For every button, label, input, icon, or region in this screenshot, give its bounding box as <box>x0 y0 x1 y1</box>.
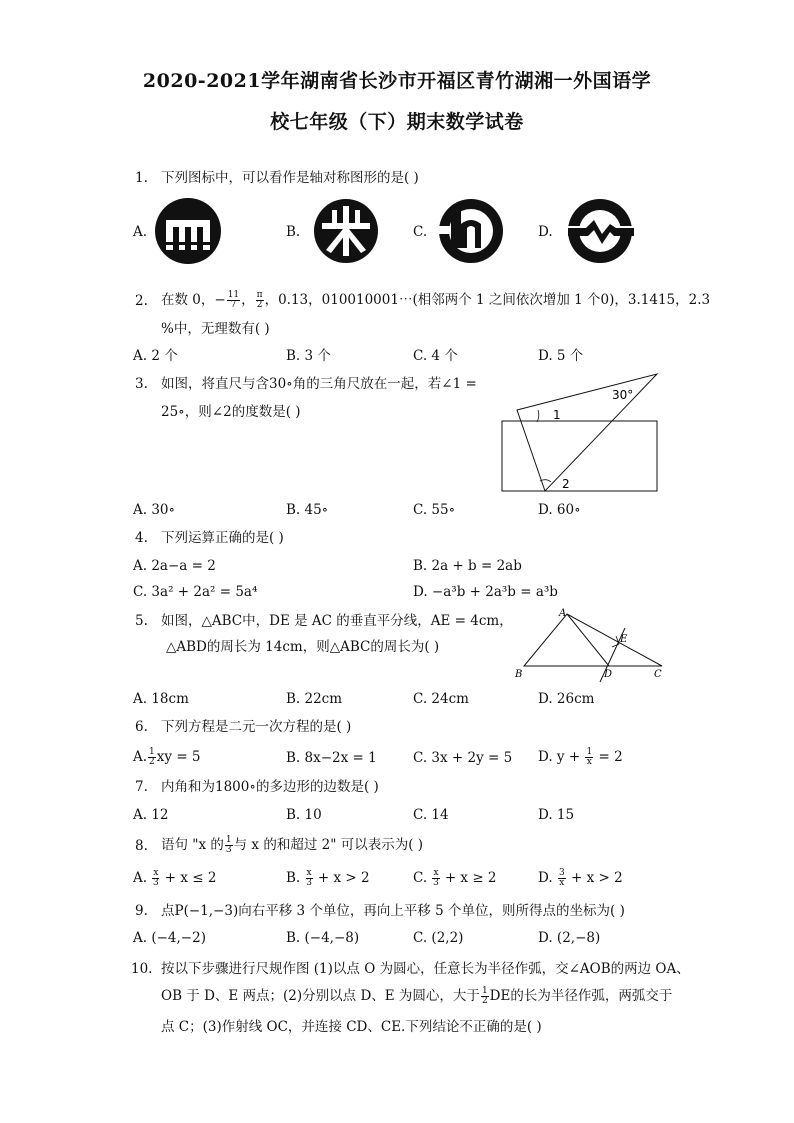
q2-option-a: A. 2 个 <box>133 348 178 364</box>
q3-angle-label: 30° <box>612 388 634 402</box>
logo-a-icon <box>151 198 225 264</box>
q10-line-1: 按以下步骤进行尺规作图 (1)以点 O 为圆心，任意长为半径作弧，交∠AOB的两边 OA、 <box>161 961 690 977</box>
q9-option-a: A. (−4,−2) <box>133 930 206 946</box>
q3-ruler-triangle-figure <box>500 370 660 495</box>
q4-option-b: B. 2a + b = 2ab <box>413 558 522 574</box>
q3-number: 3. <box>135 376 148 392</box>
q1-stem: 下列图标中，可以看作是轴对称图形的是( ) <box>161 170 419 186</box>
q2-option-d: D. 5 个 <box>538 348 584 364</box>
q4-option-c: C. 3a² + 2a² = 5a⁴ <box>133 584 258 600</box>
q5-option-a: A. 18cm <box>133 691 189 707</box>
q2-fraction-11-7: $\frac{11}{7}$ <box>227 290 240 310</box>
q5-label-e: E <box>620 634 628 645</box>
q1-number: 1. <box>135 170 148 186</box>
q3-line-1: 如图，将直尺与含30∘角的三角尺放在一起，若∠1 = <box>161 376 477 392</box>
q1-option-c-label: C. <box>413 224 428 240</box>
q1-option-d-label: D. <box>538 224 553 240</box>
logo-d-icon <box>564 198 636 264</box>
q5-label-c: C <box>654 669 662 680</box>
q8-option-c: C. $\frac{x}{3}$ + x ≥ 2 <box>413 868 497 888</box>
q9-number: 9. <box>135 903 148 919</box>
q2-fraction-pi-2: $\frac{\pi}{2}$ <box>256 290 263 310</box>
q10-line-2: OB 于 D、E 两点；(2)分别以点 D、E 为圆心，大于 $\frac{1}{2}$ DE的长为半径作弧，两弧交于 <box>161 986 673 1006</box>
title-line-2: 校七年级（下）期末数学试卷 <box>270 111 524 133</box>
q5-label-b: B <box>515 669 523 680</box>
q5-option-d: D. 26cm <box>538 691 595 707</box>
q4-option-a: A. 2a−a = 2 <box>133 558 216 574</box>
q2-pre: 在数 0，− <box>161 292 226 308</box>
q2-option-c: C. 4 个 <box>413 348 458 364</box>
q7-number: 7. <box>135 779 148 795</box>
q10-line-3: 点 C；(3)作射线 OC，并连接 CD、CE.下列结论不正确的是( ) <box>161 1019 542 1035</box>
q4-option-d: D. −a³b + 2a³b = a³b <box>413 584 558 600</box>
q6-stem: 下列方程是二元一次方程的是( ) <box>161 719 352 735</box>
q2-line-1 <box>161 291 710 310</box>
q5-option-c: C. 24cm <box>413 691 469 707</box>
q6-option-d: D. y + $\frac{1}{x}$ = 2 <box>538 747 623 767</box>
q8-option-d: D. $\frac{3}{x}$ + x > 2 <box>538 868 623 888</box>
q2-sep: ， <box>241 292 255 308</box>
q2-option-b: B. 3 个 <box>286 348 331 364</box>
q3-label-1: 1 <box>553 408 561 422</box>
q5-triangle-figure <box>512 608 672 684</box>
q3-option-c: C. 55∘ <box>413 502 456 518</box>
q9-stem: 点P(−1,−3)向右平移 3 个单位，再向上平移 5 个单位，则所得点的坐标为( ) <box>161 903 625 919</box>
q5-label-a: A <box>559 608 567 619</box>
q1-option-a-label: A. <box>133 224 148 240</box>
q3-line-2: 25∘，则∠2的度数是( ) <box>161 404 301 420</box>
logo-b-icon <box>310 198 382 264</box>
q8-number: 8. <box>135 838 148 854</box>
q3-option-b: B. 45∘ <box>286 502 329 518</box>
q9-option-b: B. (−4,−8) <box>286 930 360 946</box>
q1-option-b-label: B. <box>286 224 301 240</box>
q6-option-a: A. $\frac{1}{2}$ xy = 5 <box>133 747 201 767</box>
q6-option-b: B. 8x−2x = 1 <box>286 750 377 766</box>
q3-option-a: A. 30∘ <box>133 502 176 518</box>
q6-option-c: C. 3x + 2y = 5 <box>413 750 513 766</box>
q7-option-a: A. 12 <box>133 807 169 823</box>
q3-option-d: D. 60∘ <box>538 502 581 518</box>
q4-stem: 下列运算正确的是( ) <box>161 530 284 546</box>
q5-line-2: △ABD的周长为 14cm，则△ABC的周长为( ) <box>166 639 440 655</box>
q2-number: 2. <box>135 293 148 309</box>
q7-stem: 内角和为1800∘的多边形的边数是( ) <box>161 779 379 795</box>
q5-option-b: B. 22cm <box>286 691 343 707</box>
q5-label-d: D <box>604 669 613 680</box>
q2-post: ，0.13，010010001⋯(相邻两个 1 之间依次增加 1 个0)，3.1415，2.3 <box>264 292 711 308</box>
q9-option-d: D. (2,−8) <box>538 930 601 946</box>
q8-option-b: B. $\frac{x}{3}$ + x > 2 <box>286 868 370 888</box>
q7-option-d: D. 15 <box>538 807 575 823</box>
q2-line-2: %中，无理数有( ) <box>161 321 270 337</box>
title-line-1: 2020-2021学年湖南省长沙市开福区青竹湖湘一外国语学 <box>142 70 652 92</box>
q6-number: 6. <box>135 719 148 735</box>
q5-number: 5. <box>135 613 148 629</box>
q7-option-b: B. 10 <box>286 807 322 823</box>
q5-line-1: 如图，△ABC中，DE 是 AC 的垂直平分线，AE = 4cm， <box>161 613 513 629</box>
q4-number: 4. <box>135 530 148 546</box>
q10-number: 10. <box>131 961 153 977</box>
q9-option-c: C. (2,2) <box>413 930 464 946</box>
q8-option-a: A. $\frac{x}{3}$ + x ≤ 2 <box>133 868 217 888</box>
q8-stem: 语句 "x 的 $\frac{1}{3}$ 与 x 的和超过 2" 可以表示为( ) <box>161 835 424 855</box>
q3-label-2: 2 <box>562 477 570 491</box>
logo-c-icon <box>436 198 506 264</box>
q7-option-c: C. 14 <box>413 807 449 823</box>
